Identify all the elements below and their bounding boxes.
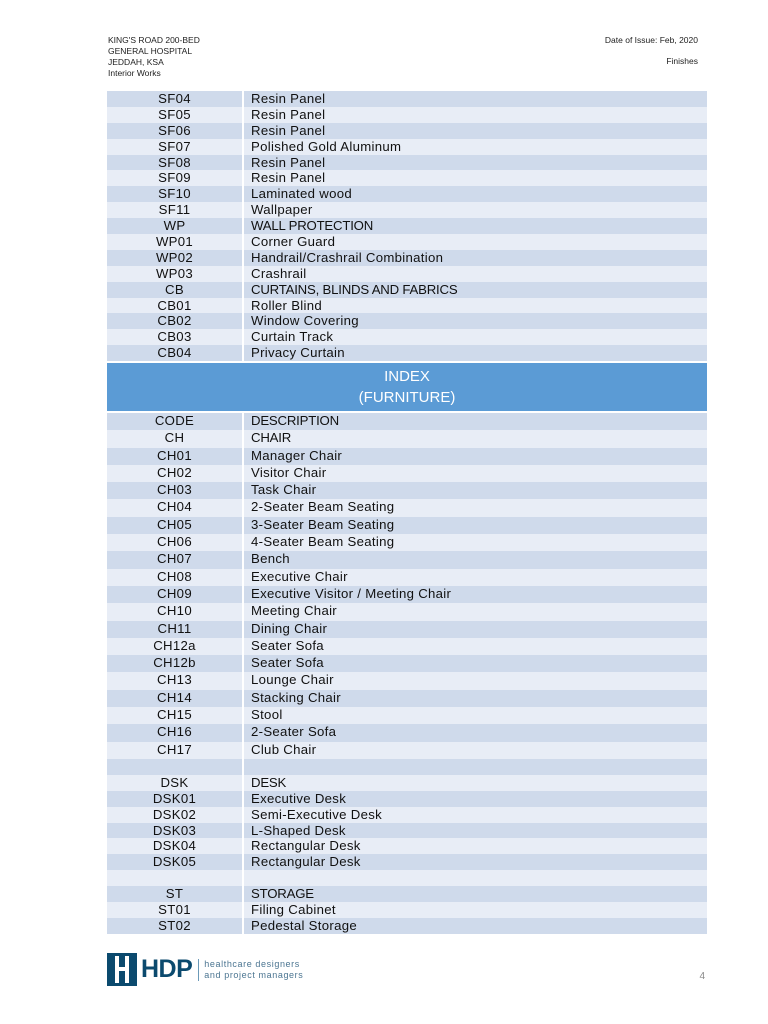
row-code: CH02 — [107, 465, 244, 482]
row-code: ST02 — [107, 918, 244, 934]
row-description: Executive Chair — [251, 568, 348, 584]
table-row — [107, 854, 707, 870]
row-code: SF11 — [107, 202, 244, 218]
date-of-issue: Date of Issue: Feb, 2020 — [604, 35, 698, 45]
tagline-line: healthcare designers — [204, 958, 300, 969]
table-row — [107, 672, 707, 689]
finishes-table — [107, 91, 707, 361]
row-code — [107, 759, 244, 775]
row-code: CH06 — [107, 534, 244, 551]
table-row — [107, 775, 707, 791]
table-row — [107, 250, 707, 266]
project-header — [108, 35, 200, 79]
row-description: STORAGE — [251, 886, 314, 902]
row-description — [244, 870, 707, 886]
row-code: ST — [107, 886, 244, 902]
row-description: Lounge Chair — [251, 672, 334, 688]
table-row — [107, 282, 707, 298]
table-row — [107, 655, 707, 672]
row-description: Rectangular Desk — [251, 854, 361, 870]
row-description: L-Shaped Desk — [251, 822, 346, 838]
row-description: Visitor Chair — [251, 464, 327, 480]
table-row — [107, 586, 707, 603]
index-banner — [107, 363, 707, 411]
row-description: Manager Chair — [251, 447, 343, 463]
row-code: CH05 — [107, 517, 244, 534]
table-row — [107, 499, 707, 516]
row-description: Dining Chair — [251, 620, 328, 636]
row-code: DSK01 — [107, 791, 244, 807]
row-description: Window Covering — [251, 313, 359, 329]
row-code: CODE — [107, 413, 244, 430]
row-description: Privacy Curtain — [251, 345, 345, 361]
row-code: SF04 — [107, 91, 244, 107]
row-description: Handrail/Crashrail Combination — [251, 249, 444, 265]
row-description: Bench — [251, 551, 290, 567]
row-description: Task Chair — [251, 482, 317, 498]
table-row — [107, 345, 707, 361]
table-row — [107, 123, 707, 139]
table-row — [107, 838, 707, 854]
row-description: DESCRIPTION — [251, 413, 339, 428]
row-code: SF05 — [107, 107, 244, 123]
row-code: DSK04 — [107, 838, 244, 854]
row-code: DSK — [107, 775, 244, 791]
row-description: Executive Desk — [251, 790, 347, 806]
table-row — [107, 742, 707, 759]
row-code: CH12a — [107, 638, 244, 655]
row-code — [107, 870, 244, 886]
furniture-table — [107, 413, 707, 934]
row-description: DESK — [251, 774, 287, 790]
row-description: WALL PROTECTION — [251, 218, 374, 234]
row-code: DSK05 — [107, 854, 244, 870]
row-code: DSK02 — [107, 807, 244, 823]
table-row — [107, 234, 707, 250]
table-row — [107, 823, 707, 839]
table-row — [107, 918, 707, 934]
row-description: Wallpaper — [251, 202, 313, 218]
row-code: CH15 — [107, 707, 244, 724]
table-row — [107, 621, 707, 638]
section-name: Finishes — [666, 56, 698, 66]
table-row — [107, 707, 707, 724]
row-description: Seater Sofa — [251, 655, 324, 671]
row-code: CH16 — [107, 724, 244, 741]
row-code: CH12b — [107, 655, 244, 672]
row-code: CH07 — [107, 551, 244, 568]
row-description: Rectangular Desk — [251, 838, 361, 854]
row-description: 2-Seater Sofa — [251, 724, 337, 740]
row-code: CH04 — [107, 499, 244, 516]
table-row — [107, 155, 707, 171]
table-row — [107, 517, 707, 534]
row-description: Executive Visitor / Meeting Chair — [251, 585, 452, 601]
row-code: CB03 — [107, 329, 244, 345]
row-code: ST01 — [107, 902, 244, 918]
project-title-line: GENERAL HOSPITAL — [108, 46, 193, 56]
table-row — [107, 186, 707, 202]
hdp-logo-icon — [107, 953, 137, 986]
table-row — [107, 298, 707, 314]
logo-tagline — [198, 959, 303, 981]
row-description: Club Chair — [251, 741, 317, 757]
table-row — [107, 430, 707, 447]
index-title: INDEX — [384, 368, 430, 385]
row-code: CH17 — [107, 742, 244, 759]
row-code: WP01 — [107, 234, 244, 250]
table-row — [107, 313, 707, 329]
table-row — [107, 638, 707, 655]
table-row — [107, 724, 707, 741]
table-row — [107, 569, 707, 586]
row-description: Curtain Track — [251, 329, 334, 345]
row-code: CH13 — [107, 672, 244, 689]
table-row — [107, 266, 707, 282]
row-code: DSK03 — [107, 823, 244, 839]
row-code: SF10 — [107, 186, 244, 202]
table-row — [107, 759, 707, 775]
row-code: WP03 — [107, 266, 244, 282]
table-row — [107, 448, 707, 465]
tagline-line: and project managers — [204, 969, 304, 980]
row-description: 4-Seater Beam Seating — [251, 534, 395, 550]
table-row — [107, 534, 707, 551]
row-code: SF09 — [107, 170, 244, 186]
row-code: CB — [107, 282, 244, 298]
row-code: CH09 — [107, 586, 244, 603]
row-code: CH03 — [107, 482, 244, 499]
row-code: CB04 — [107, 345, 244, 361]
row-description: Resin Panel — [251, 106, 326, 122]
row-description: Resin Panel — [251, 91, 326, 106]
row-description: Resin Panel — [251, 170, 326, 186]
project-title-line: KING'S ROAD 200-BED — [108, 35, 200, 45]
table-row — [107, 107, 707, 123]
row-description: Meeting Chair — [251, 603, 337, 619]
table-row — [107, 329, 707, 345]
row-description: 2-Seater Beam Seating — [251, 499, 395, 515]
row-description: Stacking Chair — [251, 689, 341, 705]
row-description: Pedestal Storage — [251, 917, 357, 933]
table-row — [107, 886, 707, 902]
row-description: Crashrail — [251, 265, 307, 281]
row-description — [244, 759, 707, 775]
table-row — [107, 791, 707, 807]
table-row — [107, 202, 707, 218]
row-description: Resin Panel — [251, 154, 326, 170]
table-row — [107, 482, 707, 499]
row-description: Corner Guard — [251, 234, 336, 250]
row-code: CH08 — [107, 569, 244, 586]
row-description: 3-Seater Beam Seating — [251, 516, 395, 532]
row-code: CH11 — [107, 621, 244, 638]
row-code: CH10 — [107, 603, 244, 620]
hdp-logo — [107, 953, 303, 986]
table-row — [107, 807, 707, 823]
table-row — [107, 139, 707, 155]
table-row — [107, 91, 707, 107]
row-description: Polished Gold Aluminum — [251, 138, 402, 154]
project-scope: Interior Works — [108, 68, 161, 78]
table-row — [107, 170, 707, 186]
table-row — [107, 902, 707, 918]
table-row — [107, 870, 707, 886]
row-description: Stool — [251, 707, 283, 723]
table-row — [107, 690, 707, 707]
table-row — [107, 413, 707, 430]
page-number: 4 — [699, 971, 705, 982]
table-row — [107, 465, 707, 482]
row-code: WP — [107, 218, 244, 234]
logo-wordmark: HDP — [141, 955, 193, 983]
row-code: SF08 — [107, 155, 244, 171]
row-description: CHAIR — [251, 430, 292, 446]
index-subtitle: (FURNITURE) — [358, 389, 456, 406]
row-code: CH — [107, 430, 244, 447]
table-row — [107, 218, 707, 234]
row-description: Roller Blind — [251, 297, 323, 313]
table-row — [107, 603, 707, 620]
row-code: CH14 — [107, 690, 244, 707]
row-description: Seater Sofa — [251, 637, 324, 653]
row-description: Resin Panel — [251, 122, 326, 138]
project-location: JEDDAH, KSA — [108, 57, 164, 67]
row-code: CB01 — [107, 298, 244, 314]
row-description: Filing Cabinet — [251, 901, 336, 917]
row-code: CH01 — [107, 448, 244, 465]
row-description: Laminated wood — [251, 186, 352, 202]
row-code: WP02 — [107, 250, 244, 266]
row-description: CURTAINS, BLINDS AND FABRICS — [251, 281, 458, 297]
row-code: CB02 — [107, 313, 244, 329]
table-row — [107, 551, 707, 568]
row-code: SF06 — [107, 123, 244, 139]
row-description: Semi-Executive Desk — [251, 806, 383, 822]
row-code: SF07 — [107, 139, 244, 155]
